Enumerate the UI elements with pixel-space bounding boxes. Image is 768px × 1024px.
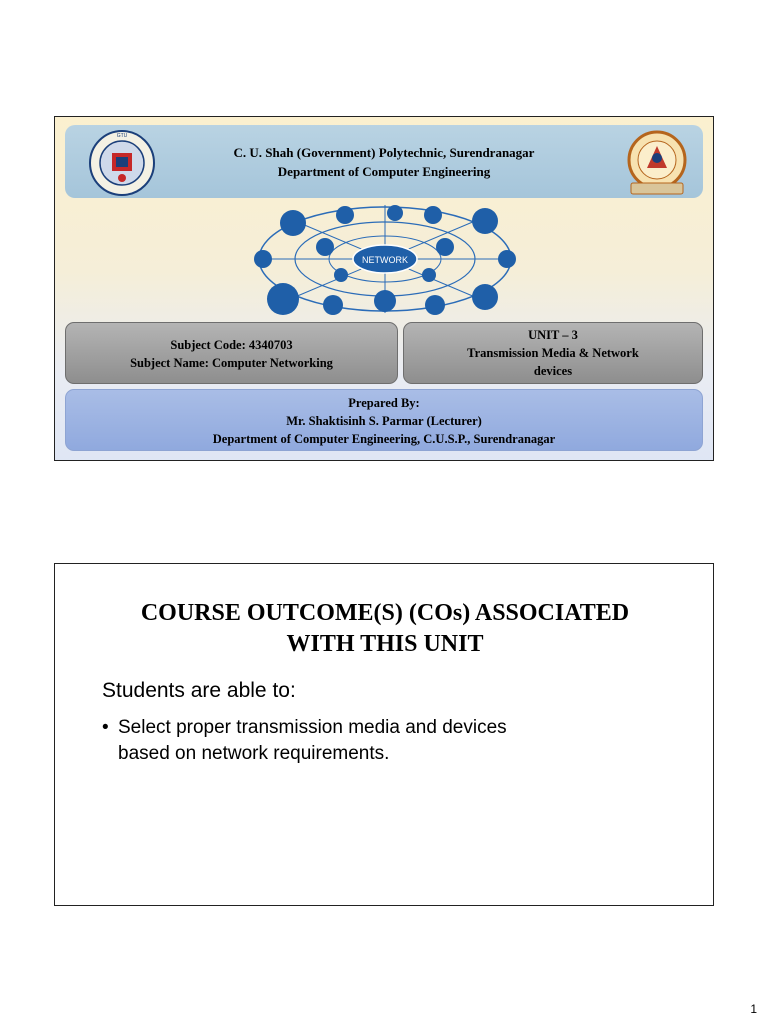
author-name: Mr. Shaktisinh S. Parmar (Lecturer) — [286, 414, 482, 428]
unit-info-box — [403, 322, 703, 384]
unit-number: UNIT – 3 — [528, 328, 578, 342]
slide-title — [55, 598, 715, 660]
gtu-logo-icon — [79, 128, 165, 198]
bullet-icon: • — [102, 717, 109, 738]
svg-text:GTU: GTU — [116, 133, 128, 139]
department-name: Department of Computer Engineering — [277, 164, 491, 179]
page-number: 1 — [750, 1002, 757, 1016]
author-affiliation: Department of Computer Engineering, C.U.S.P., Surendranagar — [212, 432, 556, 446]
polytechnic-logo-icon — [617, 128, 697, 198]
institute-name: C. U. Shah (Government) Polytechnic, Surendranagar — [233, 145, 535, 160]
network-center-label: NETWORK — [362, 255, 408, 265]
unit-title-line1: Transmission Media & Network — [467, 346, 639, 360]
bullet-line1: Select proper transmission media and devices — [118, 717, 507, 738]
title-line2: WITH THIS UNIT — [286, 631, 484, 657]
unit-title-line2: devices — [533, 364, 573, 378]
course-outcome-slide — [54, 563, 714, 906]
subject-info-box — [65, 322, 398, 384]
bullet-item — [102, 715, 662, 767]
lead-text: Students are able to: — [102, 679, 296, 702]
header-banner — [65, 125, 703, 198]
title-line1: COURSE OUTCOME(S) (COs) ASSOCIATED — [140, 600, 630, 626]
title-slide — [54, 116, 714, 461]
network-illustration — [245, 201, 525, 319]
bullet-line2: based on network requirements. — [118, 743, 390, 764]
subject-code: Subject Code: 4340703 — [170, 338, 293, 352]
prepared-by-box — [65, 389, 703, 451]
subject-name: Subject Name: Computer Networking — [130, 356, 333, 370]
prepared-label: Prepared By: — [348, 396, 420, 410]
